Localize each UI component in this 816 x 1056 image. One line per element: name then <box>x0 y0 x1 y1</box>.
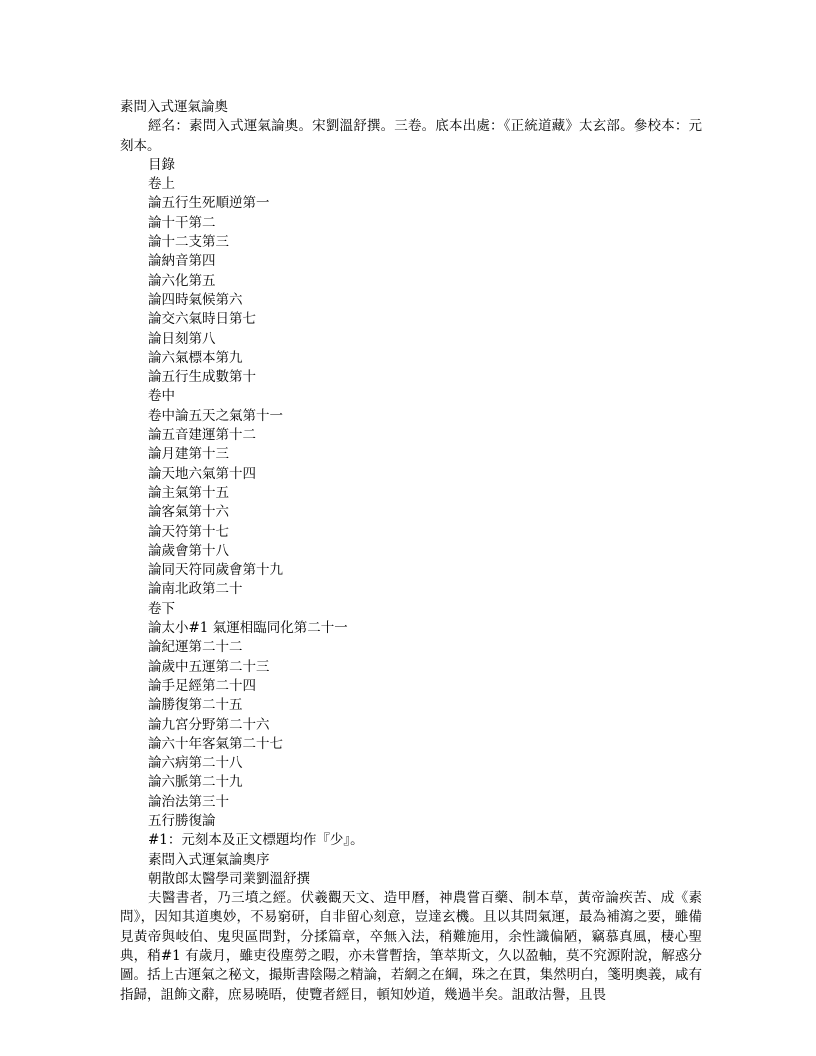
toc-item: 論日刻第八 <box>148 330 216 347</box>
preface-title: 素問入式運氣論奧序 <box>148 851 270 868</box>
toc-item: 卷中 <box>148 388 175 405</box>
toc-item: 論南北政第二十 <box>148 581 243 598</box>
toc-item: 論交六氣時日第七 <box>148 311 256 328</box>
toc-item: 論天地六氣第十四 <box>148 465 256 482</box>
toc-item: 論同天符同歲會第十九 <box>148 562 283 579</box>
toc-item: 論治法第三十 <box>148 793 229 810</box>
toc-item: 卷上 <box>148 176 175 193</box>
toc-item: 論六氣標本第九 <box>148 349 243 366</box>
toc-item: 卷中論五天之氣第十一 <box>148 407 283 424</box>
document-metadata: 經名：素問入式運氣論奧。宋劉溫舒撰。三卷。底本出處：《正統道藏》太玄部。參校本：元刻本。 <box>120 118 702 154</box>
toc-item: 論六病第二十八 <box>148 755 243 772</box>
document-title: 素問入式運氣論奧 <box>120 99 228 115</box>
toc-item: 論五音建運第十二 <box>148 427 256 444</box>
table-of-contents <box>120 175 702 831</box>
preface-author: 朝散郎太醫學司業劉溫舒撰 <box>148 870 310 887</box>
toc-item: 五行勝復論 <box>148 812 216 829</box>
toc-item: 論紀運第二十二 <box>148 639 243 656</box>
toc-item: 論六十年客氣第二十七 <box>148 735 283 752</box>
toc-item: 論五行生死順逆第一 <box>148 195 270 212</box>
toc-item: 論歲中五運第二十三 <box>148 658 270 675</box>
toc-item: 卷下 <box>148 600 175 617</box>
toc-item: 論主氣第十五 <box>148 484 229 501</box>
toc-item: 論太小#1 氣運相臨同化第二十一 <box>148 620 348 637</box>
toc-item: 論手足經第二十四 <box>148 677 256 694</box>
toc-item: 論天符第十七 <box>148 523 229 540</box>
toc-item: 論歲會第十八 <box>148 542 229 559</box>
toc-item: 論納音第四 <box>148 253 216 270</box>
toc-item: 論勝復第二十五 <box>148 697 243 714</box>
toc-item: 論六化第五 <box>148 272 216 289</box>
toc-item: 論十干第二 <box>148 214 216 231</box>
toc-item: 論客氣第十六 <box>148 504 229 521</box>
toc-item: 論九宮分野第二十六 <box>148 716 270 733</box>
toc-item: 論五行生成數第十 <box>148 369 256 386</box>
toc-item: 論月建第十三 <box>148 446 229 463</box>
toc-item: 論四時氣候第六 <box>148 291 243 308</box>
document-page <box>120 98 702 1005</box>
footnote: #1：元刻本及正文標題均作『少』。 <box>148 832 364 849</box>
toc-item: 論十二支第三 <box>148 234 229 251</box>
preface-body: 夫醫書者，乃三墳之經。伏羲觀天文、造甲曆，神農嘗百藥、制本草，黃帝論疾苦、成《素問》，因知其道奧妙，不易窮研，自非留心刻意，豈達玄機。且以其問氣運，最為補瀉之要，雖備見黃帝與岐伯、鬼臾區問對，分揉篇章，卒無入法，稍難施用，余性識偏陋，竊慕真風，棲心聖典，稍#1 有歲月，雖吏役塵勞之暇，亦未嘗暫捨，筆萃斯文，久以盈軸，莫不究源附說，解惑分圖。括上古運氣之秘文，撮斯書陰陽之精論，若網之在綱，珠之在貫，集然明白，箋明奧義，咸有指歸，詛飾文辭，庶易曉晤，使覽者經目，頓知妙道，幾過半矣。詛敢沽譽，且畏 <box>120 890 702 1003</box>
toc-item: 論六脈第二十九 <box>148 774 243 791</box>
toc-heading: 目錄 <box>148 156 175 173</box>
